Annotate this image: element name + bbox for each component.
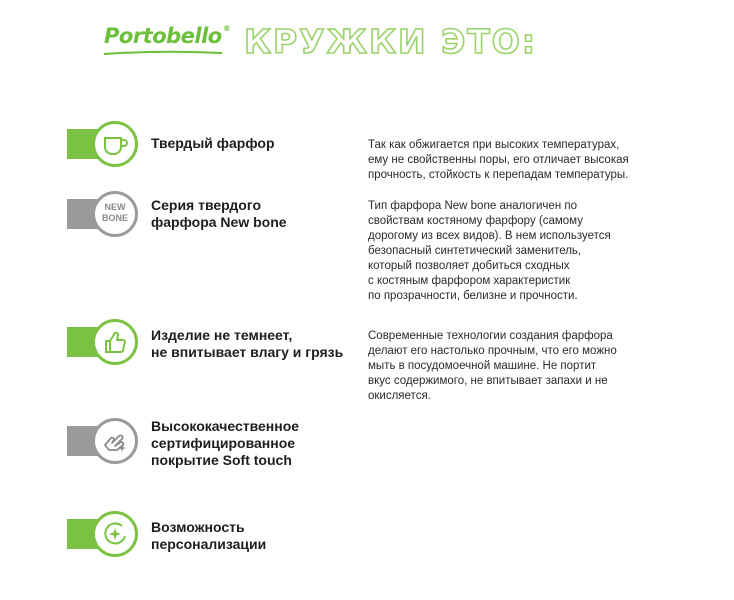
header — [0, 0, 734, 80]
page-headline: КРУЖКИ ЭТО: — [244, 22, 538, 61]
feature-icon-circle — [92, 121, 138, 167]
new-bone-badge: NEW BONE — [101, 202, 128, 223]
feature-description: Так как обжигается при высоких температурах, ему не свойственны поры, его отличает высокая прочность, стойкость к перепадам температуры. — [368, 139, 629, 181]
personalization-icon — [95, 514, 135, 554]
cup-icon — [95, 124, 135, 164]
brand-logo: Portobello® — [104, 24, 231, 48]
feature-icon-circle — [92, 418, 138, 464]
feature-title: Серия твердого фарфора New bone — [151, 197, 287, 230]
feature-icon-circle — [92, 319, 138, 365]
feature-title: Высококачественное сертифицированное покрытие Soft touch — [151, 418, 300, 468]
thumbs-up-icon — [95, 322, 135, 362]
feature-icon-circle — [92, 511, 138, 557]
feature-description: Современные технологии создания фарфора делают его настолько прочным, что его можно мыть в посудомоечной машине. Не портит вкус содержимого, не впитывает запахи и не окисляется. — [368, 330, 617, 402]
hand-sparkle-icon — [95, 421, 135, 461]
feature-title: Возможность персонализации — [151, 519, 267, 552]
logo-swoosh-icon — [102, 50, 224, 56]
feature-description: Тип фарфора New bone аналогичен по свойствам костяному фарфору (самому дорогому из всех видов). В нем используется безопасный синтетический заменитель, который позволяет добиться сходных с костяным фарфором характеристик по прозрачности, белизне и прочности. — [368, 200, 611, 302]
feature-title: Твердый фарфор — [151, 135, 275, 151]
feature-icon-circle — [92, 191, 138, 237]
feature-title: Изделие не темнеет, не впитывает влагу и грязь — [151, 327, 344, 360]
